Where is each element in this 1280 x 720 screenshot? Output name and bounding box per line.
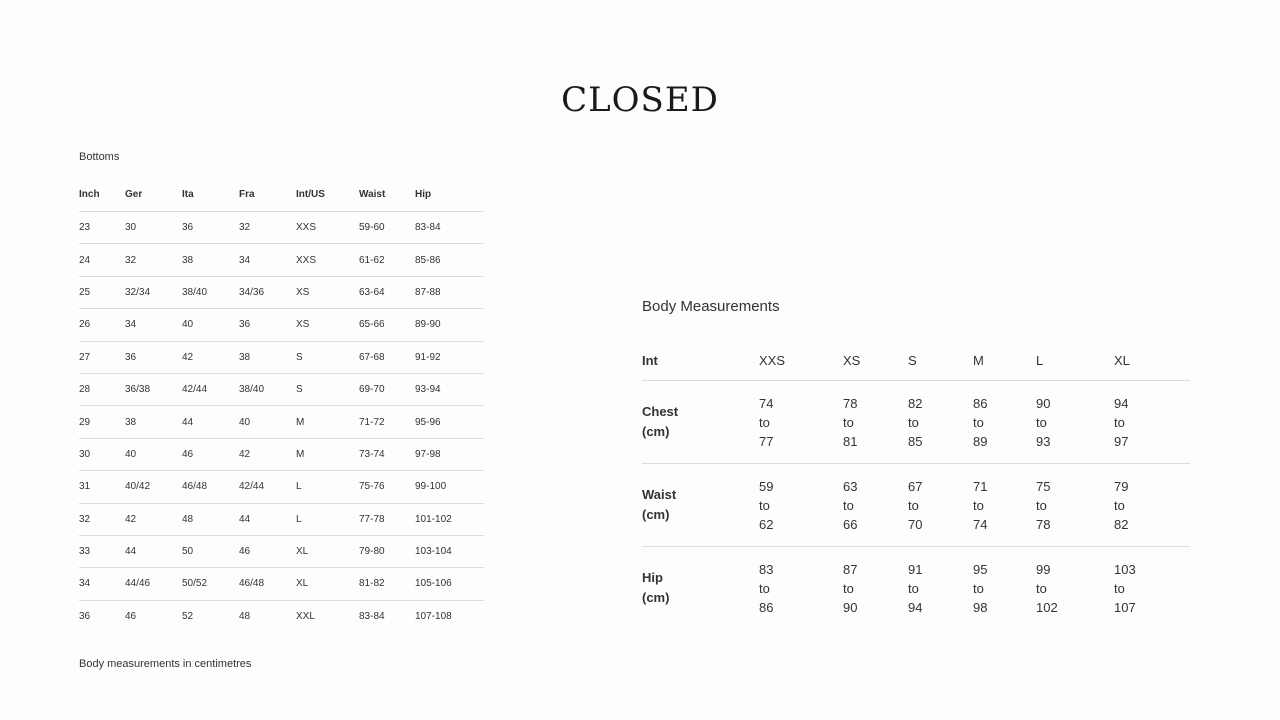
table-cell: 42 bbox=[125, 503, 182, 535]
table-cell: 42 bbox=[239, 438, 296, 470]
measurement-cell bbox=[759, 381, 843, 464]
table-cell: 46 bbox=[239, 535, 296, 567]
table-cell: 83-84 bbox=[359, 610, 385, 622]
table-cell: 99-100 bbox=[415, 471, 484, 503]
table-cell: 52 bbox=[182, 610, 194, 622]
table-row bbox=[79, 438, 484, 470]
table-cell: XXS bbox=[296, 244, 359, 276]
table-cell: 42 bbox=[182, 341, 239, 373]
table-cell: S bbox=[296, 341, 359, 373]
measurement-line: 74 bbox=[759, 395, 774, 411]
measurement-line: 98 bbox=[973, 599, 988, 615]
table-cell: 36 bbox=[125, 341, 182, 373]
measurement-line: to bbox=[908, 497, 919, 513]
table-row bbox=[79, 568, 484, 600]
table-row bbox=[79, 406, 484, 438]
table-cell: 24 bbox=[79, 244, 125, 276]
row-label-line: (cm) bbox=[642, 590, 670, 605]
measurement-line: 74 bbox=[973, 516, 988, 532]
measurement-line: 99 bbox=[1036, 561, 1051, 577]
table-cell: 44 bbox=[239, 503, 296, 535]
row-label-line: Chest bbox=[642, 404, 679, 419]
measurement-line: 87 bbox=[843, 561, 858, 577]
table-cell: 50/52 bbox=[182, 568, 239, 600]
body-measurements-column-header: Int bbox=[642, 340, 759, 381]
table-cell: 75-76 bbox=[359, 471, 415, 503]
table-cell: 107-108 bbox=[415, 610, 452, 622]
measurement-cell bbox=[908, 547, 973, 630]
table-row bbox=[79, 244, 484, 276]
measurement-cell bbox=[908, 464, 973, 547]
table-cell: XXS bbox=[296, 212, 359, 244]
table-cell: 93-94 bbox=[415, 373, 484, 405]
bottoms-column-header: Waist bbox=[359, 178, 415, 212]
measurement-cell bbox=[973, 381, 1036, 464]
table-row bbox=[79, 276, 484, 308]
table-cell: 65-66 bbox=[359, 309, 415, 341]
table-cell: XL bbox=[296, 568, 359, 600]
measurement-cell bbox=[1036, 547, 1114, 630]
body-measurements-column-header: L bbox=[1036, 340, 1114, 381]
measurement-line: 91 bbox=[908, 561, 923, 577]
table-cell: 36 bbox=[239, 309, 296, 341]
measurement-line: to bbox=[908, 414, 919, 430]
bottoms-title: Bottoms bbox=[79, 151, 120, 163]
table-cell: 87-88 bbox=[415, 276, 484, 308]
table-cell: 44 bbox=[182, 406, 239, 438]
measurement-line: to bbox=[843, 580, 854, 596]
table-cell: 46 bbox=[125, 610, 137, 622]
measurement-line: 82 bbox=[908, 395, 923, 411]
table-cell: 48 bbox=[239, 610, 251, 622]
table-cell: 105-106 bbox=[415, 568, 484, 600]
bottoms-header-row bbox=[79, 178, 484, 212]
table-cell: 34 bbox=[125, 309, 182, 341]
brand-logo: CLOSED bbox=[561, 80, 719, 120]
body-measurements-table-body bbox=[642, 381, 1190, 630]
measurement-line: 81 bbox=[843, 433, 858, 449]
table-cell: 36/38 bbox=[125, 373, 182, 405]
table-cell: L bbox=[296, 471, 359, 503]
table-cell: 28 bbox=[79, 373, 125, 405]
measurement-cell bbox=[973, 547, 1036, 630]
measurement-line: 107 bbox=[1114, 599, 1136, 615]
table-cell: 89-90 bbox=[415, 309, 484, 341]
table-cell: 67-68 bbox=[359, 341, 415, 373]
measurement-line: 97 bbox=[1114, 433, 1129, 449]
table-row bbox=[79, 309, 484, 341]
table-cell: 81-82 bbox=[359, 568, 415, 600]
table-cell: 79-80 bbox=[359, 535, 415, 567]
measurement-line: 78 bbox=[843, 395, 858, 411]
table-cell: 38 bbox=[239, 341, 296, 373]
table-cell: XXL bbox=[296, 610, 315, 622]
measurement-line: to bbox=[759, 580, 770, 596]
body-measurements-header-row bbox=[642, 340, 1190, 381]
measurement-line: to bbox=[973, 497, 984, 513]
measurement-line: 59 bbox=[759, 478, 774, 494]
measurement-line: to bbox=[1114, 580, 1125, 596]
measurement-line: to bbox=[759, 414, 770, 430]
body-measurements-table bbox=[642, 340, 1190, 629]
measurement-line: 86 bbox=[759, 599, 774, 615]
table-cell: 27 bbox=[79, 341, 125, 373]
table-cell: 48 bbox=[182, 503, 239, 535]
table-row bbox=[79, 212, 484, 244]
row-label bbox=[642, 547, 759, 630]
measurement-line: 86 bbox=[973, 395, 988, 411]
body-measurements-column-header: M bbox=[973, 340, 1036, 381]
table-cell: 59-60 bbox=[359, 212, 415, 244]
table-cell: 42/44 bbox=[182, 373, 239, 405]
table-cell: 30 bbox=[125, 212, 182, 244]
table-cell: 97-98 bbox=[415, 438, 484, 470]
table-cell: XS bbox=[296, 309, 359, 341]
body-measurements-column-header: XS bbox=[843, 340, 908, 381]
table-cell: 40 bbox=[182, 309, 239, 341]
measurement-line: to bbox=[1036, 580, 1047, 596]
table-cell: M bbox=[296, 438, 359, 470]
row-label bbox=[642, 381, 759, 464]
measurement-cell bbox=[843, 381, 908, 464]
table-cell: S bbox=[296, 373, 359, 405]
table-row bbox=[642, 381, 1190, 464]
measurement-line: to bbox=[1114, 497, 1125, 513]
table-cell: 46/48 bbox=[239, 568, 296, 600]
table-cell: 73-74 bbox=[359, 438, 415, 470]
table-cell: 103-104 bbox=[415, 535, 484, 567]
measurement-cell bbox=[843, 547, 908, 630]
row-label-line: (cm) bbox=[642, 507, 670, 522]
table-cell: 34 bbox=[79, 568, 125, 600]
table-row bbox=[642, 464, 1190, 547]
table-cell: 91-92 bbox=[415, 341, 484, 373]
table-cell: 40 bbox=[239, 406, 296, 438]
measurement-line: 78 bbox=[1036, 516, 1051, 532]
row-label-line: (cm) bbox=[642, 424, 670, 439]
table-cell: 33 bbox=[79, 535, 125, 567]
table-cell: 85-86 bbox=[415, 244, 484, 276]
measurement-line: 90 bbox=[1036, 395, 1051, 411]
row-label-line: Hip bbox=[642, 570, 663, 585]
measurement-line: 63 bbox=[843, 478, 858, 494]
body-measurements-column-header: XL bbox=[1114, 340, 1190, 381]
table-cell: L bbox=[296, 503, 359, 535]
table-cell: 40 bbox=[125, 438, 182, 470]
table-cell: 44/46 bbox=[125, 568, 182, 600]
table-cell: XS bbox=[296, 276, 359, 308]
measurement-line: to bbox=[843, 497, 854, 513]
table-cell: 44 bbox=[125, 535, 182, 567]
body-measurements-column-header: S bbox=[908, 340, 973, 381]
measurement-line: 94 bbox=[1114, 395, 1129, 411]
table-cell: 38 bbox=[182, 244, 239, 276]
measurement-line: to bbox=[1036, 497, 1047, 513]
table-cell: 36 bbox=[79, 610, 91, 622]
measurement-line: 90 bbox=[843, 599, 858, 615]
measurement-line: to bbox=[908, 580, 919, 596]
bottoms-column-header: Hip bbox=[415, 178, 484, 212]
table-cell: 32/34 bbox=[125, 276, 182, 308]
table-cell: 69-70 bbox=[359, 373, 415, 405]
table-cell: 32 bbox=[79, 503, 125, 535]
bottoms-column-header: Int/US bbox=[296, 178, 359, 212]
measurement-line: 66 bbox=[843, 516, 858, 532]
measurement-line: 79 bbox=[1114, 478, 1129, 494]
table-cell: XL bbox=[296, 535, 359, 567]
table-row bbox=[79, 503, 484, 535]
table-cell: 38/40 bbox=[182, 276, 239, 308]
bottoms-table-body bbox=[79, 212, 484, 633]
row-label-line: Waist bbox=[642, 487, 677, 502]
table-row bbox=[79, 373, 484, 405]
measurement-line: to bbox=[1114, 414, 1125, 430]
measurement-line: 95 bbox=[973, 561, 988, 577]
table-cell: 50 bbox=[182, 535, 239, 567]
measurement-cell bbox=[843, 464, 908, 547]
table-row bbox=[79, 600, 484, 632]
table-cell: 34/36 bbox=[239, 276, 296, 308]
table-cell: 95-96 bbox=[415, 406, 484, 438]
measurement-line: 83 bbox=[759, 561, 774, 577]
table-cell: 77-78 bbox=[359, 503, 415, 535]
measurement-cell bbox=[759, 464, 843, 547]
table-row bbox=[79, 341, 484, 373]
table-cell: 32 bbox=[239, 212, 296, 244]
table-cell: 71-72 bbox=[359, 406, 415, 438]
table-cell: 25 bbox=[79, 276, 125, 308]
table-cell: 29 bbox=[79, 406, 125, 438]
measurement-cell bbox=[908, 381, 973, 464]
measurement-line: 103 bbox=[1114, 561, 1136, 577]
measurement-cell bbox=[1114, 381, 1190, 464]
table-cell: 40/42 bbox=[125, 471, 182, 503]
measurement-cell bbox=[1036, 464, 1114, 547]
bottoms-size-table bbox=[79, 178, 484, 632]
measurement-cell bbox=[759, 547, 843, 630]
bottoms-column-header: Ita bbox=[182, 178, 239, 212]
measurement-line: 77 bbox=[759, 433, 774, 449]
measurement-cell bbox=[1114, 464, 1190, 547]
measurement-line: 82 bbox=[1114, 516, 1129, 532]
measurement-line: to bbox=[973, 580, 984, 596]
measurement-cell bbox=[1114, 547, 1190, 630]
table-cell: 32 bbox=[125, 244, 182, 276]
table-cell: 30 bbox=[79, 438, 125, 470]
measurement-line: 93 bbox=[1036, 433, 1051, 449]
measurement-line: to bbox=[973, 414, 984, 430]
measurement-line: 85 bbox=[908, 433, 923, 449]
table-row bbox=[642, 547, 1190, 630]
bottoms-column-header: Ger bbox=[125, 178, 182, 212]
table-row bbox=[79, 471, 484, 503]
measurement-line: 89 bbox=[973, 433, 988, 449]
table-cell: 36 bbox=[182, 212, 239, 244]
table-cell: 83-84 bbox=[415, 212, 484, 244]
table-cell: 26 bbox=[79, 309, 125, 341]
table-cell: 23 bbox=[79, 212, 125, 244]
row-label bbox=[642, 464, 759, 547]
table-cell: 46 bbox=[182, 438, 239, 470]
table-row bbox=[79, 535, 484, 567]
table-cell: 38 bbox=[125, 406, 182, 438]
table-cell: 34 bbox=[239, 244, 296, 276]
measurement-line: 71 bbox=[973, 478, 988, 494]
table-cell: 101-102 bbox=[415, 503, 484, 535]
bottoms-column-header: Fra bbox=[239, 178, 296, 212]
measurement-line: to bbox=[1036, 414, 1047, 430]
body-measurements-title: Body Measurements bbox=[642, 298, 780, 315]
measurement-footnote: Body measurements in centimetres bbox=[79, 658, 252, 670]
table-cell: 31 bbox=[79, 471, 125, 503]
measurement-cell bbox=[1036, 381, 1114, 464]
table-cell: 61-62 bbox=[359, 244, 415, 276]
bottoms-column-header: Inch bbox=[79, 178, 125, 212]
table-cell: M bbox=[296, 406, 359, 438]
measurement-line: to bbox=[843, 414, 854, 430]
measurement-line: 67 bbox=[908, 478, 923, 494]
measurement-cell bbox=[973, 464, 1036, 547]
table-cell: 63-64 bbox=[359, 276, 415, 308]
measurement-line: 102 bbox=[1036, 599, 1058, 615]
table-cell: 46/48 bbox=[182, 471, 239, 503]
measurement-line: 94 bbox=[908, 599, 923, 615]
table-cell: 42/44 bbox=[239, 471, 296, 503]
measurement-line: 70 bbox=[908, 516, 923, 532]
measurement-line: to bbox=[759, 497, 770, 513]
body-measurements-column-header: XXS bbox=[759, 340, 843, 381]
table-cell: 38/40 bbox=[239, 373, 296, 405]
measurement-line: 62 bbox=[759, 516, 774, 532]
measurement-line: 75 bbox=[1036, 478, 1051, 494]
